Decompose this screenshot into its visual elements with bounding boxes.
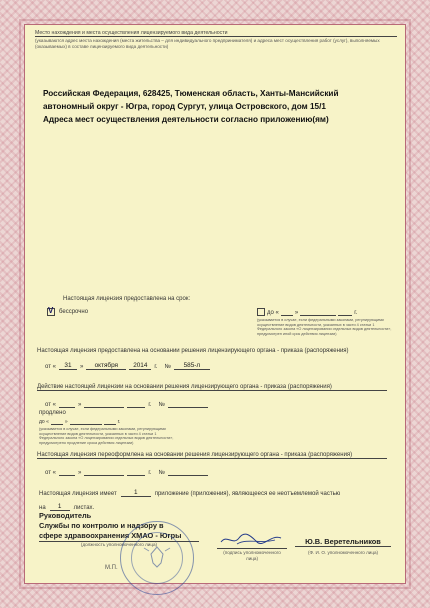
name-caption: (Ф. И. О. уполномоченного лица)	[307, 550, 379, 555]
appendix-sheets-row	[39, 503, 94, 511]
order2-day-field[interactable]	[59, 400, 75, 408]
address-line-3: Адреса мест осуществления деятельности согласно приложению(ям)	[43, 115, 329, 124]
order3-year-suffix: г.	[148, 470, 152, 476]
appendix-sheets-count: 1	[50, 503, 70, 511]
signatory-name: Ю.В. Веретельников	[295, 537, 391, 547]
order2-row	[45, 400, 208, 408]
role-line-3: сфере здравоохранения ХМАО - Югры	[39, 531, 199, 542]
order3-day-field[interactable]	[59, 468, 75, 476]
order2-quote-close: »	[77, 402, 82, 408]
signature-caption: (подпись уполномоченного лица)	[223, 550, 281, 561]
order2-label: Действие настоящей лицензии на основании решения лицензирующего органа - приказа (распоряжения)	[37, 384, 387, 391]
order2-year-suffix: г.	[148, 402, 152, 408]
until-year-suffix: г.	[354, 310, 358, 316]
address-block	[43, 87, 393, 126]
order1-year: 2014	[129, 362, 151, 370]
appendix-sheets-suffix: листах.	[73, 505, 95, 511]
until-checkbox[interactable]	[257, 308, 265, 316]
order1-month: октября	[86, 362, 126, 370]
order1-quote-close: »	[79, 364, 84, 370]
extended-quote-close: »	[64, 419, 68, 425]
location-note: (указываются адрес места нахождения (места жительства – для индивидуального предпринимателя) и адреса мест осуществления работ (услуг), выполняемых (оказываемых) в составе лицензируемого вида деятельности)	[35, 38, 380, 49]
until-day-field[interactable]	[281, 309, 293, 316]
appendix-sheets-prefix: на	[39, 505, 46, 511]
order3-month-field[interactable]	[84, 468, 124, 476]
role-line-1: Руководитель	[39, 511, 92, 520]
extended-day-field[interactable]	[51, 418, 63, 425]
stamp-mark-label: М.П.	[105, 565, 118, 571]
until-year-field[interactable]	[338, 309, 352, 316]
handwritten-signature-icon	[217, 532, 287, 546]
order3-year-field[interactable]	[127, 468, 145, 476]
order3-quote-close: »	[77, 470, 82, 476]
order3-row	[45, 468, 208, 476]
address-line-2: автономный округ - Югра, город Сургут, улица Островского, дом 15/1	[43, 102, 326, 111]
extended-month-field[interactable]	[70, 418, 102, 425]
order1-from: от «	[45, 364, 56, 370]
license-inner-frame	[24, 24, 406, 584]
order1-number: 585-л	[174, 362, 210, 370]
official-stamp-icon	[120, 521, 194, 595]
until-prefix: до «	[267, 310, 279, 316]
order3-number-field[interactable]	[168, 468, 208, 476]
order2-number-sign: №	[158, 402, 165, 408]
address-line-1: Российская Федерация, 628425, Тюменская область, Ханты-Мансийский	[43, 89, 339, 98]
order2-number-field[interactable]	[168, 400, 208, 408]
role-line-2: Службы по контролю и надзору в	[39, 521, 164, 530]
order3-from: от «	[45, 470, 56, 476]
location-label: Место нахождения и места осуществления лицензируемого вида деятельности	[35, 30, 397, 37]
until-month-field[interactable]	[300, 309, 336, 316]
extended-row	[39, 418, 120, 425]
order1-day: 31	[59, 362, 77, 370]
order2-from: от «	[45, 402, 56, 408]
extended-until: до «	[39, 419, 49, 425]
extended-label: продлено	[39, 410, 66, 416]
extended-year-field[interactable]	[104, 418, 116, 425]
order3-number-sign: №	[158, 470, 165, 476]
extended-note: (указывается в случае, если федеральными законами, регулирующими осуществление видов деятельности, указанных в части 4 статьи 1 Федерального закона «О лицензировании отдельных видов деятельности», предусмотрено продление срока действия лицензии)	[39, 427, 174, 445]
appendix-count: 1	[121, 489, 151, 497]
role-caption: (должность уполномоченного лица)	[80, 542, 158, 547]
appendix-row	[39, 489, 399, 497]
term-indefinite-row	[47, 308, 88, 316]
stamp-emblem-icon	[120, 521, 194, 595]
order1-label: Настоящая лицензия предоставлена на основании решения лицензирующего органа - приказа (распоряжения)	[37, 348, 349, 354]
indefinite-label: бессрочно	[59, 309, 89, 315]
order1-number-sign: №	[164, 364, 171, 370]
signature-line	[217, 540, 287, 549]
term-until-row	[257, 308, 387, 316]
appendix-prefix: Настоящая лицензия имеет	[39, 491, 117, 497]
until-mid: »	[294, 310, 299, 316]
order2-month-field[interactable]	[84, 400, 124, 408]
indefinite-checkbox[interactable]	[47, 308, 55, 316]
extended-year-suffix: г.	[117, 419, 121, 425]
order1-year-suffix: г.	[154, 364, 158, 370]
until-note: (указывается в случае, если федеральными законами, регулирующими осуществление видов деятельности, указанных в части 4 статьи 1 Федерального закона «О лицензировании отдельных видов деятельности», предусмотрен иной срок действия лицензии)	[257, 318, 392, 336]
order1-row	[45, 362, 210, 370]
term-label: Настоящая лицензия предоставлена на срок:	[63, 296, 191, 302]
order3-label: Настоящая лицензия переоформлена на основании решения лицензирующего органа - приказа (распоряжения)	[37, 452, 387, 459]
check-mark-icon: V	[48, 306, 54, 315]
appendix-suffix: приложение (приложения), являющееся ее неотъемлемой частью	[154, 491, 341, 497]
order2-year-field[interactable]	[127, 400, 145, 408]
